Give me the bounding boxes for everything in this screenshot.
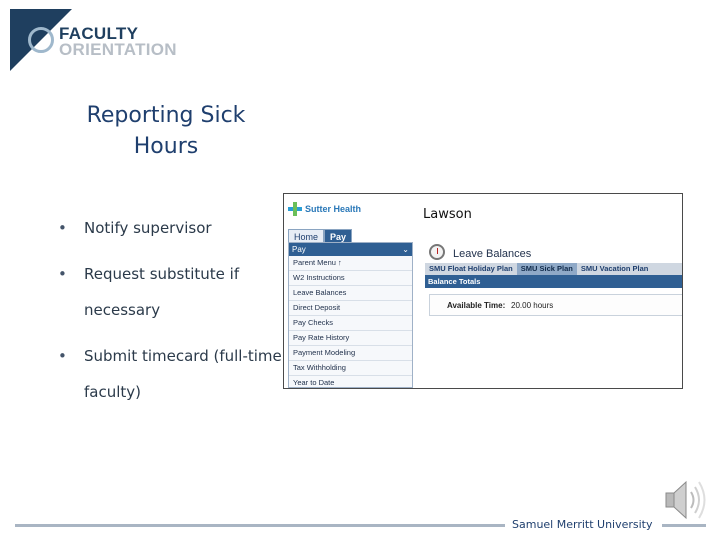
available-time-value: 20.00 hours bbox=[511, 301, 554, 310]
menu-item-parent-menu[interactable]: Parent Menu ↑ bbox=[289, 256, 412, 271]
available-time-label: Available Time: bbox=[447, 301, 506, 310]
logo-text-faculty: FACULTY bbox=[59, 24, 139, 43]
tab-sick-plan[interactable]: SMU Sick Plan bbox=[517, 263, 577, 275]
menu-item-leave-balances[interactable]: Leave Balances bbox=[289, 286, 412, 301]
bullet-item: • Request substitute if necessary bbox=[58, 256, 288, 328]
chevron-down-icon: ⌄ bbox=[402, 245, 409, 254]
menu-item-direct-deposit[interactable]: Direct Deposit bbox=[289, 301, 412, 316]
tab-vacation-plan[interactable]: SMU Vacation Plan bbox=[580, 264, 649, 273]
clock-icon bbox=[429, 244, 445, 260]
brand-name: Sutter Health bbox=[305, 204, 362, 214]
tab-home[interactable]: Home bbox=[288, 229, 324, 245]
balance-box bbox=[429, 294, 683, 316]
pay-menu-title: Pay bbox=[292, 245, 306, 254]
menu-item-payment-modeling[interactable]: Payment Modeling bbox=[289, 346, 412, 361]
tab-float-holiday-plan[interactable]: SMU Float Holiday Plan bbox=[429, 264, 513, 273]
logo-emblem-icon bbox=[28, 27, 54, 53]
sutter-health-mark-icon bbox=[288, 202, 302, 216]
menu-item-tax-withholding[interactable]: Tax Withholding bbox=[289, 361, 412, 376]
bullet-item: • Submit timecard (full-time faculty) bbox=[58, 338, 288, 410]
pay-menu-header[interactable] bbox=[289, 243, 412, 256]
pay-menu bbox=[288, 242, 413, 388]
slide-title bbox=[56, 100, 276, 162]
speaker-icon[interactable] bbox=[658, 476, 710, 524]
lawson-screenshot bbox=[283, 193, 683, 389]
faculty-orientation-logo bbox=[10, 9, 190, 71]
tab-pay[interactable]: Pay bbox=[324, 229, 352, 245]
slide-title-line2: Hours bbox=[133, 134, 199, 159]
footer-institution: Samuel Merritt University bbox=[512, 518, 653, 531]
plan-tabs bbox=[425, 263, 683, 275]
bullet-item: • Notify supervisor bbox=[58, 210, 288, 246]
logo-text-orientation: ORIENTATION bbox=[59, 40, 177, 59]
lawson-label: Lawson bbox=[423, 207, 472, 222]
menu-item-pay-rate-history[interactable]: Pay Rate History bbox=[289, 331, 412, 346]
bullet-list bbox=[58, 210, 288, 420]
footer-rule-right bbox=[662, 524, 706, 527]
leave-balances-title: Leave Balances bbox=[453, 248, 532, 260]
slide-title-line1: Reporting Sick bbox=[86, 103, 246, 128]
menu-item-year-to-date[interactable]: Year to Date bbox=[289, 376, 412, 389]
balance-totals-header: Balance Totals bbox=[425, 275, 683, 288]
footer-rule-left bbox=[15, 524, 505, 527]
menu-item-pay-checks[interactable]: Pay Checks bbox=[289, 316, 412, 331]
menu-item-w2-instructions[interactable]: W2 Instructions bbox=[289, 271, 412, 286]
sutter-health-logo bbox=[288, 199, 361, 219]
